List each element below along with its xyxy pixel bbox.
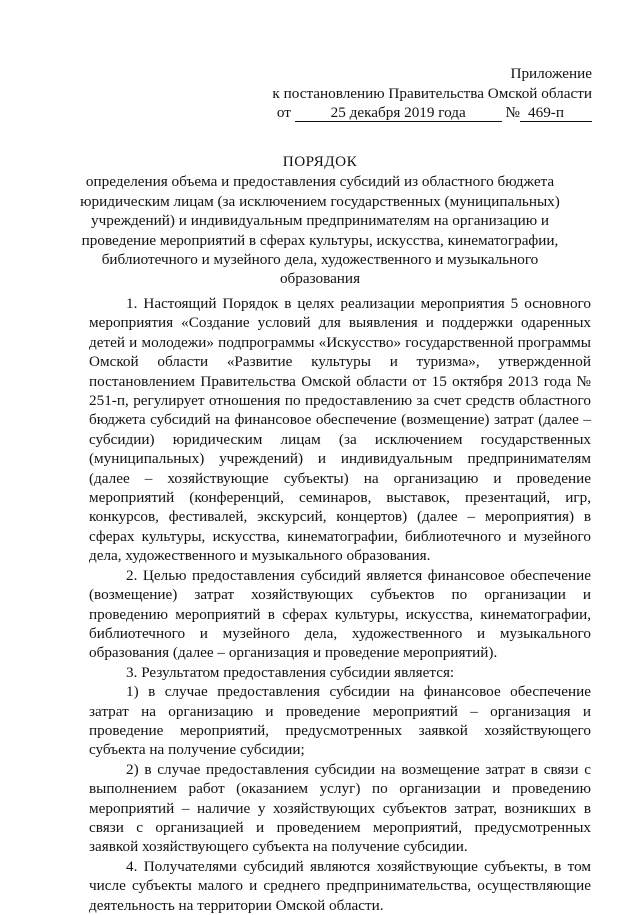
appendix-label: Приложение (510, 65, 592, 82)
paragraph-1: 1. Настоящий Порядок в целях реализации мероприятия 5 основного мероприятия «Создание условий для выявления и поддержки одаренных детей и молодежи» подпрограммы «Искусство» государственной программы Омской области «Развитие культуры и туризма», утвержденной постановлением Правительства Омской области от 15 октября 2013 года № 251-п, регулирует отношения по предоставлению за счет средств областного бюджета субсидий на финансовое обеспечение (возмещение) затрат (далее – субсидии) юридическим лицам (за исключением государственных (муниципальных) учреждений) и индивидуальным предпринимателям (далее – хозяйствующие субъекты) на организацию и проведение мероприятий (конференций, семинаров, выставок, презентаций, игр, конкурсов, фестивалей, экскурсий, концертов) (далее – мероприятия) в сферах культуры, искусства, кинематографии, библиотечного и музейного дела, художественного и музыкального образования. (89, 295, 591, 565)
paragraph-3: 3. Результатом предоставления субсидии является: (126, 663, 455, 681)
number-prefix: № (505, 104, 520, 121)
document-body (89, 294, 591, 915)
document-title: ПОРЯДОК (282, 153, 358, 170)
resolution-date: 25 декабря 2019 года (295, 105, 502, 122)
paragraph-3-item-2: 2) в случае предоставления субсидии на возмещение затрат в связи с выполнением работ (оказанием услуг) по организации и проведению мероприятий – наличие у хозяйствующих субъектов затрат, возникших в связи с организацией и проведением мероприятий, предусмотренных заявкой хозяйствующего субъекта на получение субсидии. (89, 760, 591, 856)
document-subtitle: определения объема и предоставления субсидий из областного бюджета юридическим лицам (за исключением государственных (муниципальных) учреждений) и индивидуальным предпринимателям на организацию и проведение мероприятий в сферах культуры, искусства, кинематографии, библиотечного и музейного дела, художественного и музыкального образования (80, 173, 560, 288)
document-title-block (76, 152, 564, 289)
appendix-header (272, 64, 592, 123)
date-prefix: от (276, 104, 291, 121)
paragraph-4: 4. Получателями субсидий являются хозяйствующие субъекты, в том числе субъекты малого и среднего предпринимательства, осуществляющие деятельность на территории Омской области. (89, 857, 591, 914)
paragraph-3-item-1: 1) в случае предоставления субсидии на финансовое обеспечение затрат на организацию и проведение мероприятий – организация и проведение мероприятий, предусмотренных заявкой хозяйствующего субъекта на получение субсидии; (89, 683, 591, 759)
appendix-reference: к постановлению Правительства Омской области (272, 84, 592, 102)
appendix-date-line (272, 103, 592, 123)
paragraph-2: 2. Целью предоставления субсидий является финансовое обеспечение (возмещение) затрат хозяйствующих субъектов по организации и проведению мероприятий в сферах культуры, искусства, кинематографии, библиотечного и музейного дела, художественного и музыкального образования (далее – организация и проведение мероприятий). (89, 566, 591, 662)
resolution-number: 469-п (520, 105, 592, 122)
